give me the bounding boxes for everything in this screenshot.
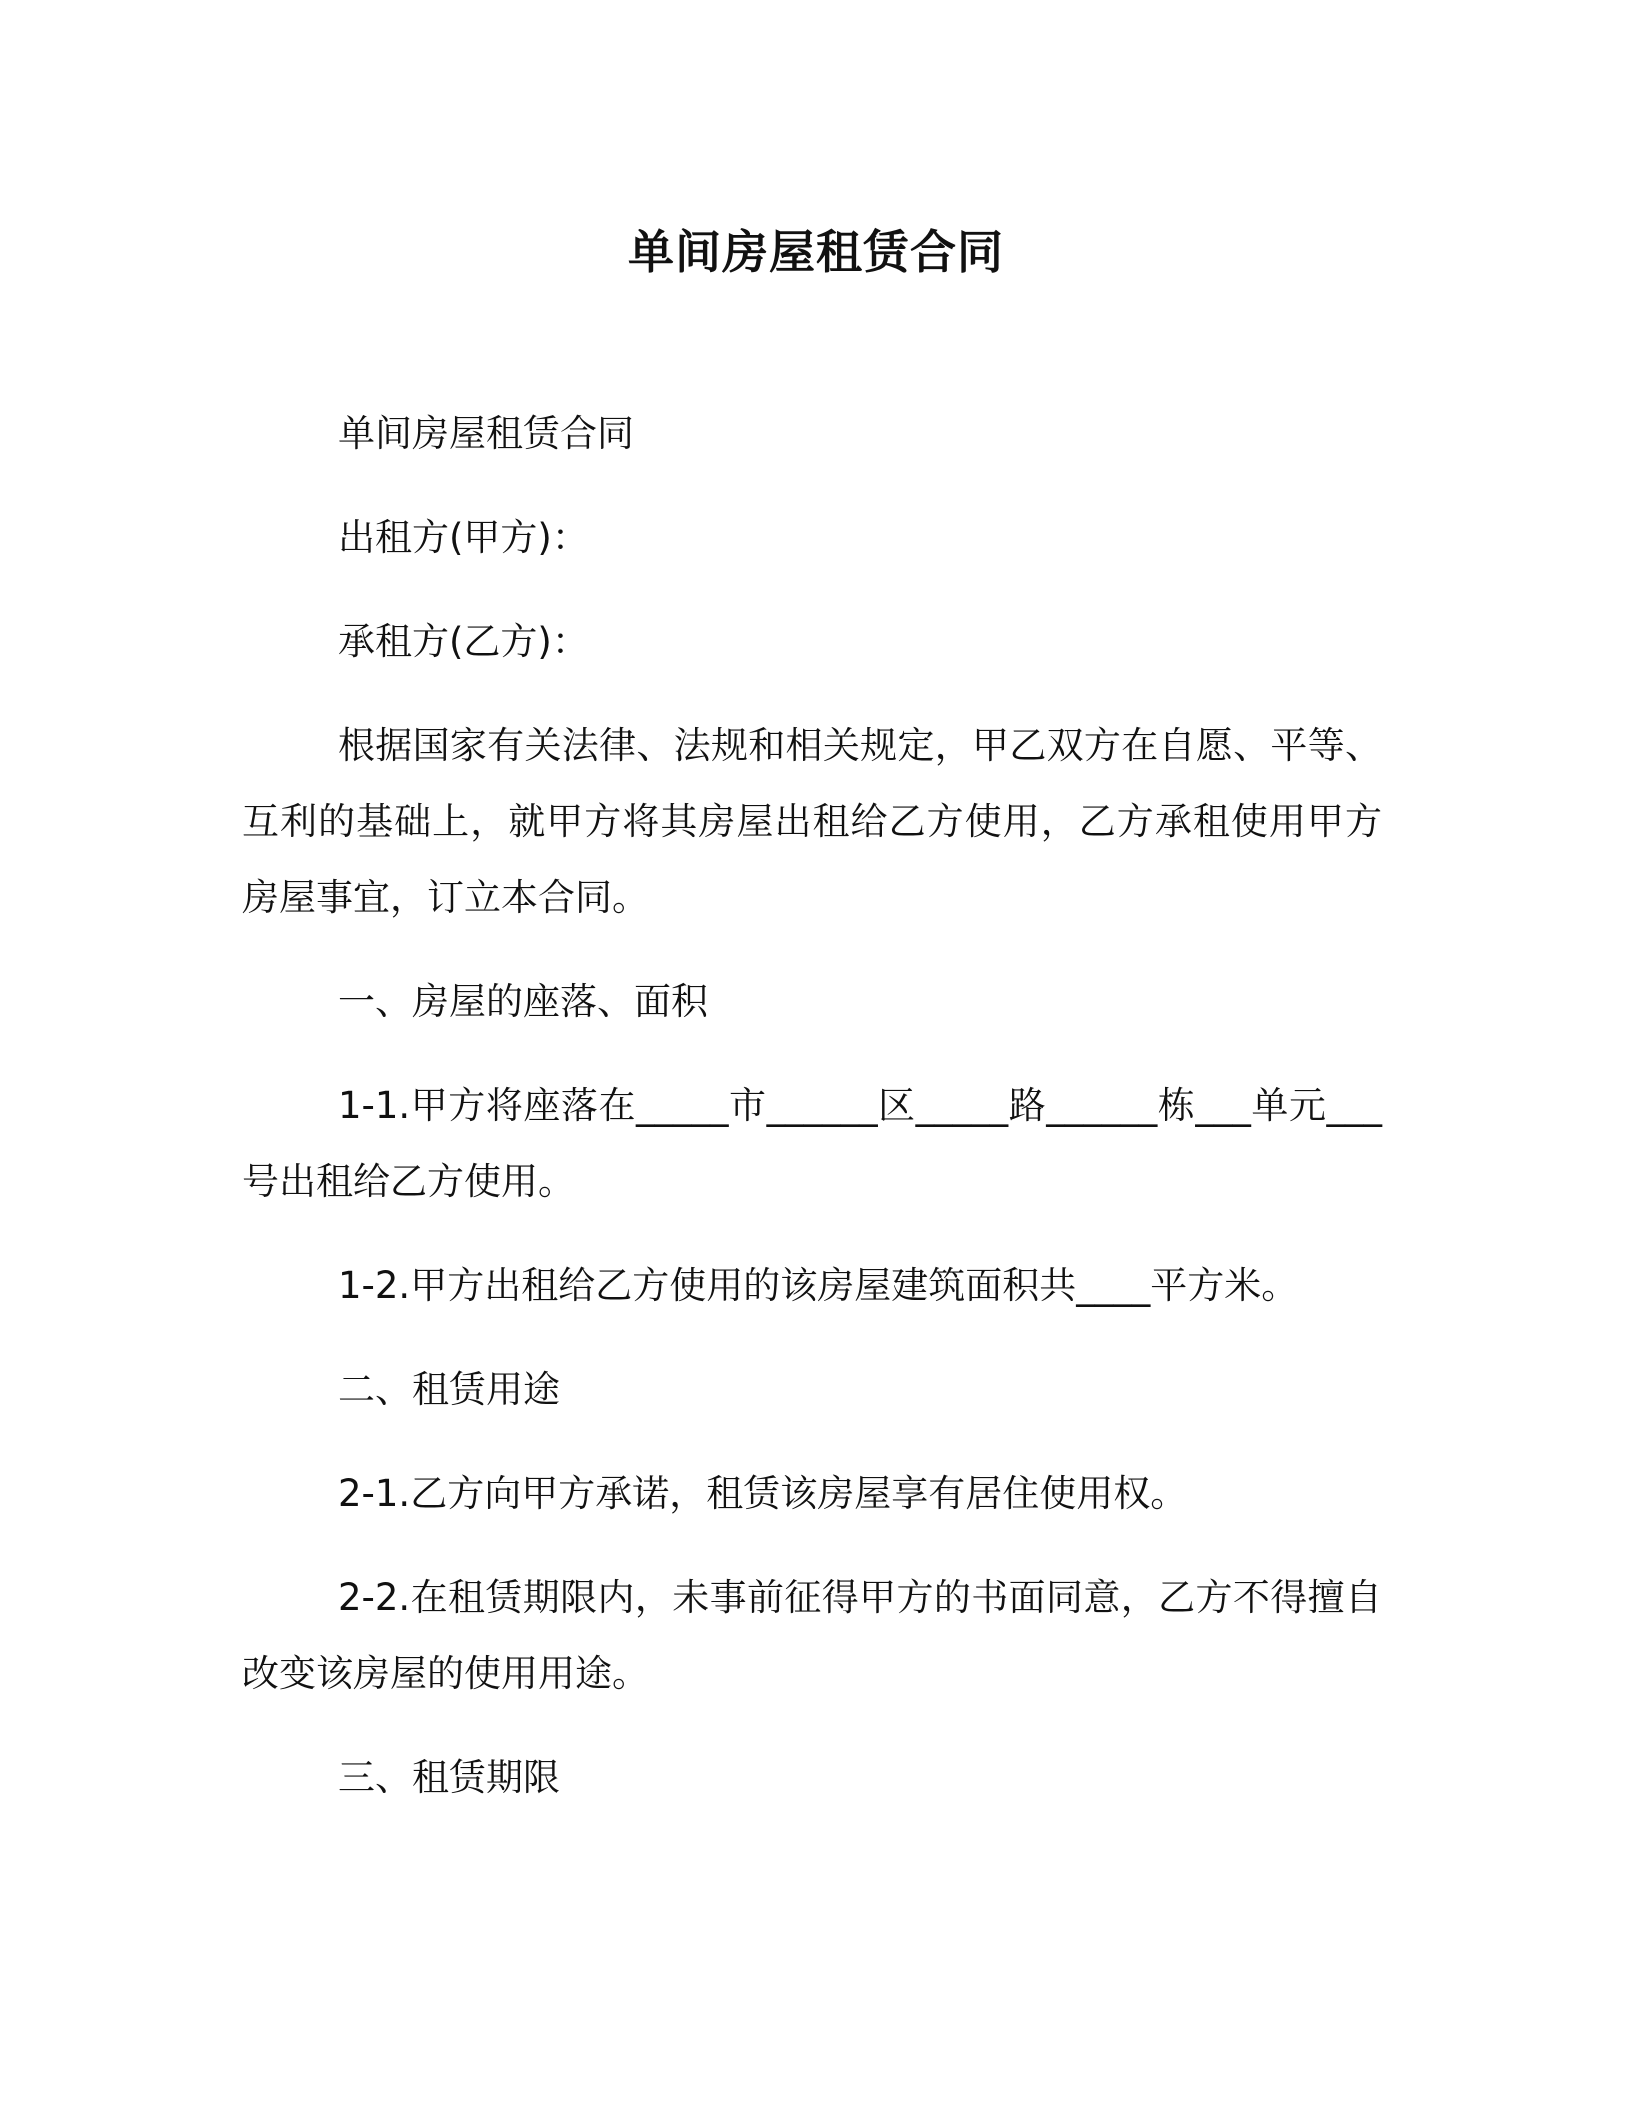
clause-1-2: 1-2.甲方出租给乙方使用的该房屋建筑面积共____平方米。 <box>338 1264 1299 1307</box>
clause-2-1: 2-1.乙方向甲方承诺，租赁该房屋享有居住使用权。 <box>338 1472 1188 1515</box>
preamble-paragraph: 根据国家有关法律、法规和相关规定，甲乙双方在自愿、平等、互利的基础上，就甲方将其房屋出租给乙方使用，乙方承租使用甲方房屋事宜，订立本合同。 <box>242 724 1382 919</box>
subtitle-paragraph: 单间房屋租赁合同 <box>338 412 634 455</box>
section-heading-3: 三、租赁期限 <box>338 1756 560 1799</box>
clause-2-2: 2-2.在租赁期限内，未事前征得甲方的书面同意，乙方不得擅自改变该房屋的使用用途。 <box>242 1576 1382 1695</box>
document-title: 单间房屋租赁合同 <box>628 225 1004 279</box>
section-heading-2: 二、租赁用途 <box>338 1368 560 1411</box>
lessee-line: 承租方(乙方)： <box>338 620 589 663</box>
clause-1-1: 1-1.甲方将座落在_____市______区_____路______栋___单元___号出租给乙方使用。 <box>242 1084 1382 1203</box>
section-heading-1: 一、房屋的座落、面积 <box>338 980 708 1023</box>
lessor-line: 出租方(甲方)： <box>338 516 589 559</box>
document-body <box>242 396 1382 1844</box>
